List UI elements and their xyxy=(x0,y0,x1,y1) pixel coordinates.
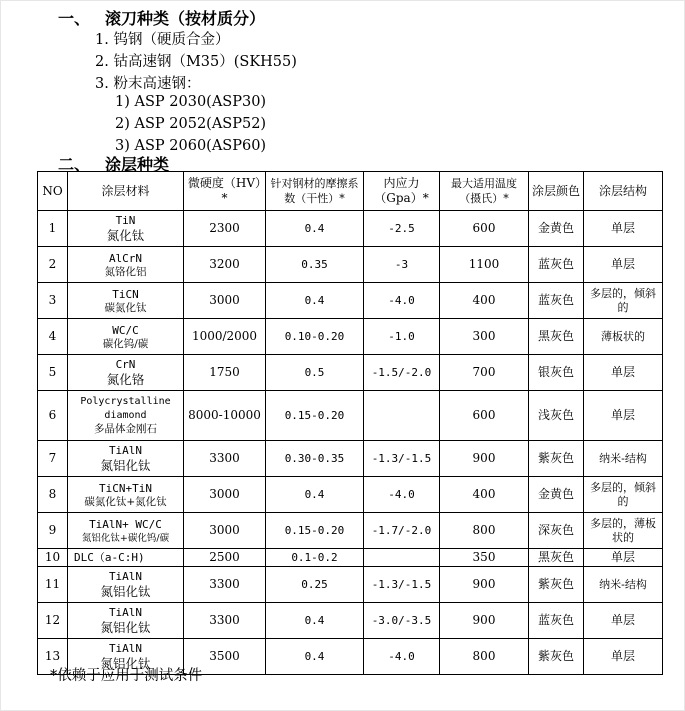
cell-friction: 0.10-0.20 xyxy=(266,319,364,355)
cell-hardness: 3500 xyxy=(184,639,266,675)
cell-hardness: 3000 xyxy=(184,513,266,549)
cell-material xyxy=(68,247,184,283)
cell-stress: -1.3/-1.5 xyxy=(364,567,440,603)
cell-temp: 400 xyxy=(440,477,529,513)
cell-stress: -4.0 xyxy=(364,639,440,675)
cell-friction: 0.25 xyxy=(266,567,364,603)
section-number: 二、 xyxy=(58,155,91,174)
cell-structure: 单层 xyxy=(584,549,663,567)
cell-stress: -3 xyxy=(364,247,440,283)
cell-no: 8 xyxy=(38,477,68,513)
cell-temp: 1100 xyxy=(440,247,529,283)
table-row xyxy=(38,603,663,639)
cell-friction: 0.4 xyxy=(266,639,364,675)
cell-structure: 纳米-结构 xyxy=(584,441,663,477)
material-en: TiAlN xyxy=(108,570,143,583)
cell-no: 1 xyxy=(38,211,68,247)
footnote: *依赖于应用于测试条件 xyxy=(50,668,203,684)
coating-table xyxy=(37,171,663,675)
table-header-row xyxy=(38,172,663,211)
material-cn: 氮化铬 xyxy=(106,372,145,387)
cell-temp: 600 xyxy=(440,391,529,441)
cell-color: 紫灰色 xyxy=(529,639,584,675)
material-en: TiAlN xyxy=(108,642,143,655)
material-en: TiCN xyxy=(112,287,139,301)
cell-hardness: 3000 xyxy=(184,477,266,513)
cell-friction: 0.30-0.35 xyxy=(266,441,364,477)
cell-no: 12 xyxy=(38,603,68,639)
material-en: TiAlN xyxy=(108,444,143,457)
cell-structure: 单层 xyxy=(584,211,663,247)
cell-friction: 0.15-0.20 xyxy=(266,513,364,549)
table-row xyxy=(38,247,663,283)
material-cn: 碳氮化钛+氮化钛 xyxy=(84,495,167,508)
cell-material xyxy=(68,549,184,567)
material-item: 3. 粉末高速钢： xyxy=(95,76,201,92)
cell-material xyxy=(68,603,184,639)
cell-material xyxy=(68,477,184,513)
cell-hardness: 3300 xyxy=(184,567,266,603)
cell-stress: -1.3/-1.5 xyxy=(364,441,440,477)
material-en: TiAlN+ WC/C xyxy=(89,517,162,531)
cell-hardness: 8000-10000 xyxy=(184,391,266,441)
table-row xyxy=(38,211,663,247)
cell-stress: -1.5/-2.0 xyxy=(364,355,440,391)
cell-material xyxy=(68,211,184,247)
material-item: 2. 钴高速钢（M35）(SKH55) xyxy=(95,54,297,70)
cell-no: 9 xyxy=(38,513,68,549)
material-en: TiN xyxy=(115,214,136,227)
cell-stress: -2.5 xyxy=(364,211,440,247)
cell-no: 5 xyxy=(38,355,68,391)
material-cn: 氮铝化钛 xyxy=(100,458,151,473)
cell-no: 6 xyxy=(38,391,68,441)
cell-material xyxy=(68,283,184,319)
table-row xyxy=(38,549,663,567)
material-en: AlCrN xyxy=(108,251,143,265)
cell-friction: 0.4 xyxy=(266,211,364,247)
material-cn: 氮铝化钛 xyxy=(100,656,151,671)
cell-temp: 800 xyxy=(440,513,529,549)
material-cn: 碳氮化钛 xyxy=(104,301,147,314)
cell-color: 紫灰色 xyxy=(529,567,584,603)
cell-color: 深灰色 xyxy=(529,513,584,549)
cell-stress: -3.0/-3.5 xyxy=(364,603,440,639)
cell-material xyxy=(68,567,184,603)
cell-structure: 单层 xyxy=(584,355,663,391)
cell-friction: 0.35 xyxy=(266,247,364,283)
cell-temp: 900 xyxy=(440,441,529,477)
cell-structure: 薄板状的 xyxy=(584,319,663,355)
cell-structure: 单层 xyxy=(584,391,663,441)
cell-color: 黑灰色 xyxy=(529,549,584,567)
cell-temp: 300 xyxy=(440,319,529,355)
header-stress: 内应力（Gpa）* xyxy=(364,172,440,211)
material-cn: 多晶体金刚石 xyxy=(94,423,157,435)
cell-material xyxy=(68,391,184,441)
cell-structure: 多层的，倾斜的 xyxy=(584,477,663,513)
header-material: 涂层材料 xyxy=(68,172,184,211)
cell-temp: 600 xyxy=(440,211,529,247)
cell-material xyxy=(68,441,184,477)
cell-no: 3 xyxy=(38,283,68,319)
cell-no: 4 xyxy=(38,319,68,355)
table-row xyxy=(38,391,663,441)
header-friction: 针对钢材的摩擦系数（干性）* xyxy=(266,172,364,211)
cell-color: 黑灰色 xyxy=(529,319,584,355)
cell-color: 金黄色 xyxy=(529,211,584,247)
header-no: NO xyxy=(38,172,68,211)
cell-friction: 0.5 xyxy=(266,355,364,391)
material-cn: 氮铝化钛 xyxy=(100,620,151,635)
material-item: 1. 钨钢（硬质合金） xyxy=(95,32,230,48)
cell-hardness: 3200 xyxy=(184,247,266,283)
cell-structure: 多层的，倾斜的 xyxy=(584,283,663,319)
cell-hardness: 1000/2000 xyxy=(184,319,266,355)
cell-color: 蓝灰色 xyxy=(529,283,584,319)
cell-hardness: 3300 xyxy=(184,441,266,477)
material-en: TiCN+TiN xyxy=(99,481,152,495)
cell-temp: 400 xyxy=(440,283,529,319)
cell-temp: 800 xyxy=(440,639,529,675)
cell-structure: 多层的，薄板状的 xyxy=(584,513,663,549)
cell-no: 7 xyxy=(38,441,68,477)
material-en: DLC（a-C:H) xyxy=(74,551,145,564)
material-cn: 氮铝化钛 xyxy=(100,584,151,599)
material-cn: 碳化钨/碳 xyxy=(102,337,149,350)
cell-friction: 0.4 xyxy=(266,283,364,319)
cell-no: 13 xyxy=(38,639,68,675)
header-temp: 最大适用温度（摄氏）* xyxy=(440,172,529,211)
cell-friction: 0.15-0.20 xyxy=(266,391,364,441)
cell-hardness: 2300 xyxy=(184,211,266,247)
material-cn: 氮铝化钛+碳化钨/碳 xyxy=(81,532,170,544)
cell-friction: 0.4 xyxy=(266,603,364,639)
cell-temp: 700 xyxy=(440,355,529,391)
cell-hardness: 1750 xyxy=(184,355,266,391)
section-title: 涂层种类 xyxy=(105,155,170,174)
cell-hardness: 2500 xyxy=(184,549,266,567)
table-row xyxy=(38,283,663,319)
cell-friction: 0.4 xyxy=(266,477,364,513)
cell-temp: 900 xyxy=(440,567,529,603)
cell-hardness: 3000 xyxy=(184,283,266,319)
cell-friction: 0.1-0.2 xyxy=(266,549,364,567)
material-en: Polycrystalline diamond xyxy=(80,396,171,421)
table-row xyxy=(38,567,663,603)
cell-color: 紫灰色 xyxy=(529,441,584,477)
cell-stress xyxy=(364,549,440,567)
material-cn: 氮化钛 xyxy=(106,228,145,243)
table-row xyxy=(38,319,663,355)
cell-hardness: 3300 xyxy=(184,603,266,639)
material-en: CrN xyxy=(115,358,136,371)
cell-structure: 单层 xyxy=(584,639,663,675)
pm-steel-item: 2) ASP 2052(ASP52) xyxy=(115,116,267,132)
material-cn: 氮铬化铝 xyxy=(104,265,147,278)
section-number: 一、 xyxy=(58,9,91,28)
cell-stress: -1.7/-2.0 xyxy=(364,513,440,549)
cell-color: 浅灰色 xyxy=(529,391,584,441)
cell-structure: 单层 xyxy=(584,247,663,283)
cell-color: 金黄色 xyxy=(529,477,584,513)
cell-material xyxy=(68,355,184,391)
cell-no: 10 xyxy=(38,549,68,567)
pm-steel-item: 3) ASP 2060(ASP60) xyxy=(115,138,267,154)
cell-stress xyxy=(364,391,440,441)
cell-color: 银灰色 xyxy=(529,355,584,391)
header-hardness: 微硬度（HV）* xyxy=(184,172,266,211)
header-structure: 涂层结构 xyxy=(584,172,663,211)
cell-structure: 单层 xyxy=(584,603,663,639)
cell-color: 蓝灰色 xyxy=(529,247,584,283)
material-en: TiAlN xyxy=(108,606,143,619)
cell-temp: 900 xyxy=(440,603,529,639)
pm-steel-item: 1) ASP 2030(ASP30) xyxy=(115,94,267,110)
section-title: 滚刀种类（按材质分） xyxy=(105,9,266,28)
cell-no: 11 xyxy=(38,567,68,603)
table-row xyxy=(38,441,663,477)
cell-color: 蓝灰色 xyxy=(529,603,584,639)
cell-material xyxy=(68,319,184,355)
cell-stress: -4.0 xyxy=(364,477,440,513)
material-en: WC/C xyxy=(112,323,139,337)
table-row xyxy=(38,477,663,513)
cell-stress: -4.0 xyxy=(364,283,440,319)
cell-structure: 纳米-结构 xyxy=(584,567,663,603)
cell-material xyxy=(68,513,184,549)
header-color: 涂层颜色 xyxy=(529,172,584,211)
table-row xyxy=(38,355,663,391)
cell-no: 2 xyxy=(38,247,68,283)
cell-stress: -1.0 xyxy=(364,319,440,355)
table-row xyxy=(38,513,663,549)
cell-temp: 350 xyxy=(440,549,529,567)
